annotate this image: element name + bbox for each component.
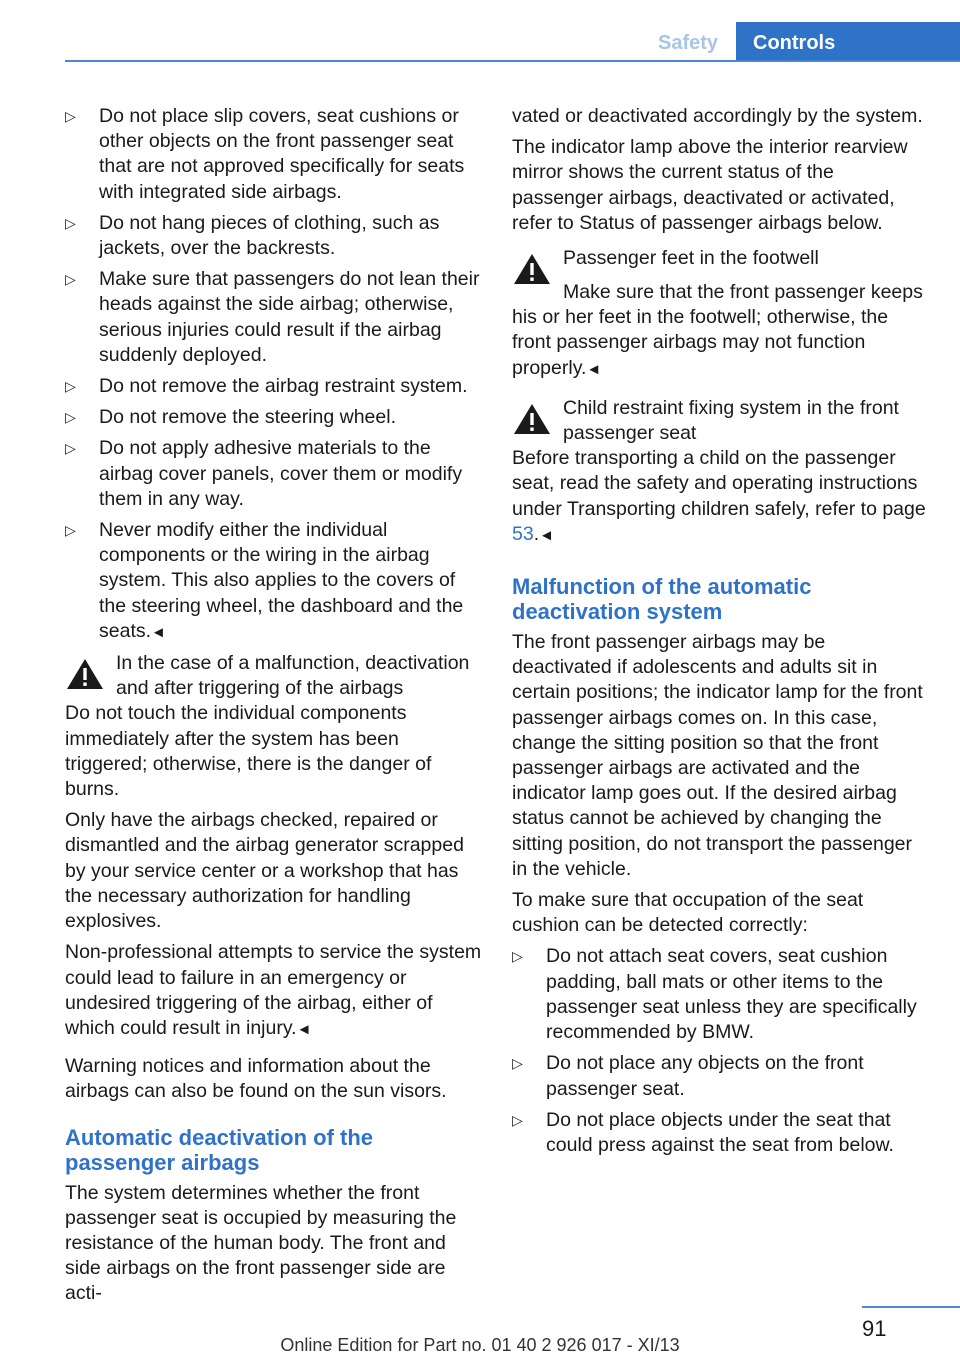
warning-malfunction: [65, 651, 483, 701]
end-mark: ◄: [539, 526, 554, 544]
heading-automatic-deactivation: Automatic deactivation of the passenger airbags: [65, 1124, 374, 1175]
seat-occupation-list: [512, 944, 930, 1158]
paragraph-indicator: The indicator lamp above the interior rearview mirror shows the current status of the passenger airbags, deactivated or activated, refer to Status of passenger airbags below.: [512, 136, 908, 234]
triangle-bullet-icon: ▷: [65, 522, 76, 539]
list-item: ▷ Do not attach seat covers, seat cushion padding, ball mats or other items to the passenger seat unless they are specifically recommended by BMW.: [512, 945, 917, 1044]
left-column: [65, 104, 483, 1313]
list-item: ▷ Do not apply adhesive materials to the airbag cover panels, cover them or modify them in any way.: [65, 437, 463, 510]
end-mark: ◄: [586, 360, 602, 378]
list-item: ▷ Do not place any objects on the front passenger seat.: [512, 1052, 864, 1100]
list-item: ▷ Do not hang pieces of clothing, such as jackets, over the backrests.: [65, 211, 440, 260]
page-link[interactable]: 53: [512, 522, 534, 545]
list-item: ▷ Do not remove the airbag restraint system.: [65, 374, 483, 399]
tab-controls[interactable]: [736, 22, 960, 62]
edition-footer: Online Edition for Part no. 01 40 2 926 017 - XI/13: [280, 1335, 680, 1355]
list-item: ▷ Make sure that passengers do not lean their heads against the side airbag; otherwise, serious injuries could result if the airbag suddenly deployed.: [65, 268, 480, 366]
end-mark: ◄: [296, 1020, 312, 1038]
paragraph-occupation: To make sure that occupation of the seat cushion can be detected correctly:: [512, 889, 864, 937]
triangle-bullet-icon: ▷: [65, 214, 76, 231]
warning-child-restraint: [512, 396, 930, 446]
paragraph-visors: Warning notices and information about the airbags can also be found on the sun visors.: [65, 1055, 447, 1103]
warning-triangle-icon: [512, 252, 552, 286]
triangle-bullet-icon: ▷: [65, 409, 76, 426]
page-number: 91: [862, 1316, 887, 1341]
triangle-bullet-icon: ▷: [65, 108, 76, 124]
warning-text: Non-professional attempts to service the system could lead to failure in an emergency or undesired triggering of the airbag, either of which could result in injury.◄: [65, 941, 482, 1039]
warning-title: Passenger feet in the footwell: [563, 247, 819, 270]
warning-triangle-icon: [512, 402, 552, 436]
triangle-bullet-icon: ▷: [65, 378, 76, 395]
triangle-bullet-icon: ▷: [65, 440, 76, 457]
page-number-rule: [862, 1306, 960, 1308]
warning-triangle-icon: [65, 657, 105, 691]
paragraph-malfunction: The front passenger airbags may be deactivated if adolescents and adults sit in certain positions; the indicator lamp for the front passenger airbags comes on. In this case, change the sitting position so that the front passenger airbags are activated and the indicator lamp goes out. If the desired airbag status cannot be achieved by changing the sitting position, do not transport the passenger in the vehicle.: [512, 631, 923, 880]
triangle-bullet-icon: ▷: [512, 1055, 523, 1072]
warning-text: Do not touch the individual components immediately after the system has been triggered; otherwise, there is the danger of burns.: [65, 702, 432, 801]
list-item: ▷ Do not place objects under the seat that could press against the seat from below.: [512, 1108, 894, 1156]
list-item: ▷ Do not place slip covers, seat cushions or other objects on the front passenger seat that are not approved specifically for seats with integrated side airbags.: [65, 105, 465, 203]
tab-safety[interactable]: Safety: [657, 32, 719, 54]
triangle-bullet-icon: ▷: [65, 271, 76, 288]
list-item: ▷ Never modify either the individual components or the wiring in the airbag system. This also applies to the covers of the steering wheel, the dashboard and the seats.◄: [65, 519, 464, 642]
warning-title: In the case of a malfunction, deactivation and after triggering of the airbags: [116, 652, 470, 700]
warning-footwell: [512, 246, 930, 296]
heading-malfunction: Malfunction of the automatic deactivation system: [512, 574, 812, 625]
end-mark: ◄: [151, 623, 166, 641]
list-item: ▷ Do not remove the steering wheel.: [65, 405, 483, 430]
airbag-precautions-list: [65, 104, 483, 645]
header-rule: [65, 60, 960, 62]
triangle-bullet-icon: ▷: [512, 948, 523, 965]
warning-text: Before transporting a child on the passenger seat, read the safety and operating instructions under Transporting children safely, refer to page 53.◄: [512, 447, 926, 545]
warning-text: Only have the airbags checked, repaired or dismantled and the airbag generator scrapped by your service center or a workshop that has the necessary authorization for handling explosives.: [65, 809, 464, 933]
right-column: [512, 104, 930, 1164]
paragraph-system: The system determines whether the front passenger seat is occupied by measuring the resistance of the human body. The front and side airbags on the front passenger side are acti-: [65, 1181, 457, 1305]
paragraph-continued: vated or deactivated accordingly by the system.: [512, 105, 923, 127]
triangle-bullet-icon: ▷: [512, 1111, 523, 1128]
warning-text: Make sure that the front passenger keeps his or her feet in the footwell; otherwise, the front passenger airbags may not function properly.◄: [512, 281, 923, 379]
tab-controls-label: Controls: [753, 32, 836, 54]
warning-title: Child restraint fixing system in the front passenger seat: [563, 396, 899, 445]
